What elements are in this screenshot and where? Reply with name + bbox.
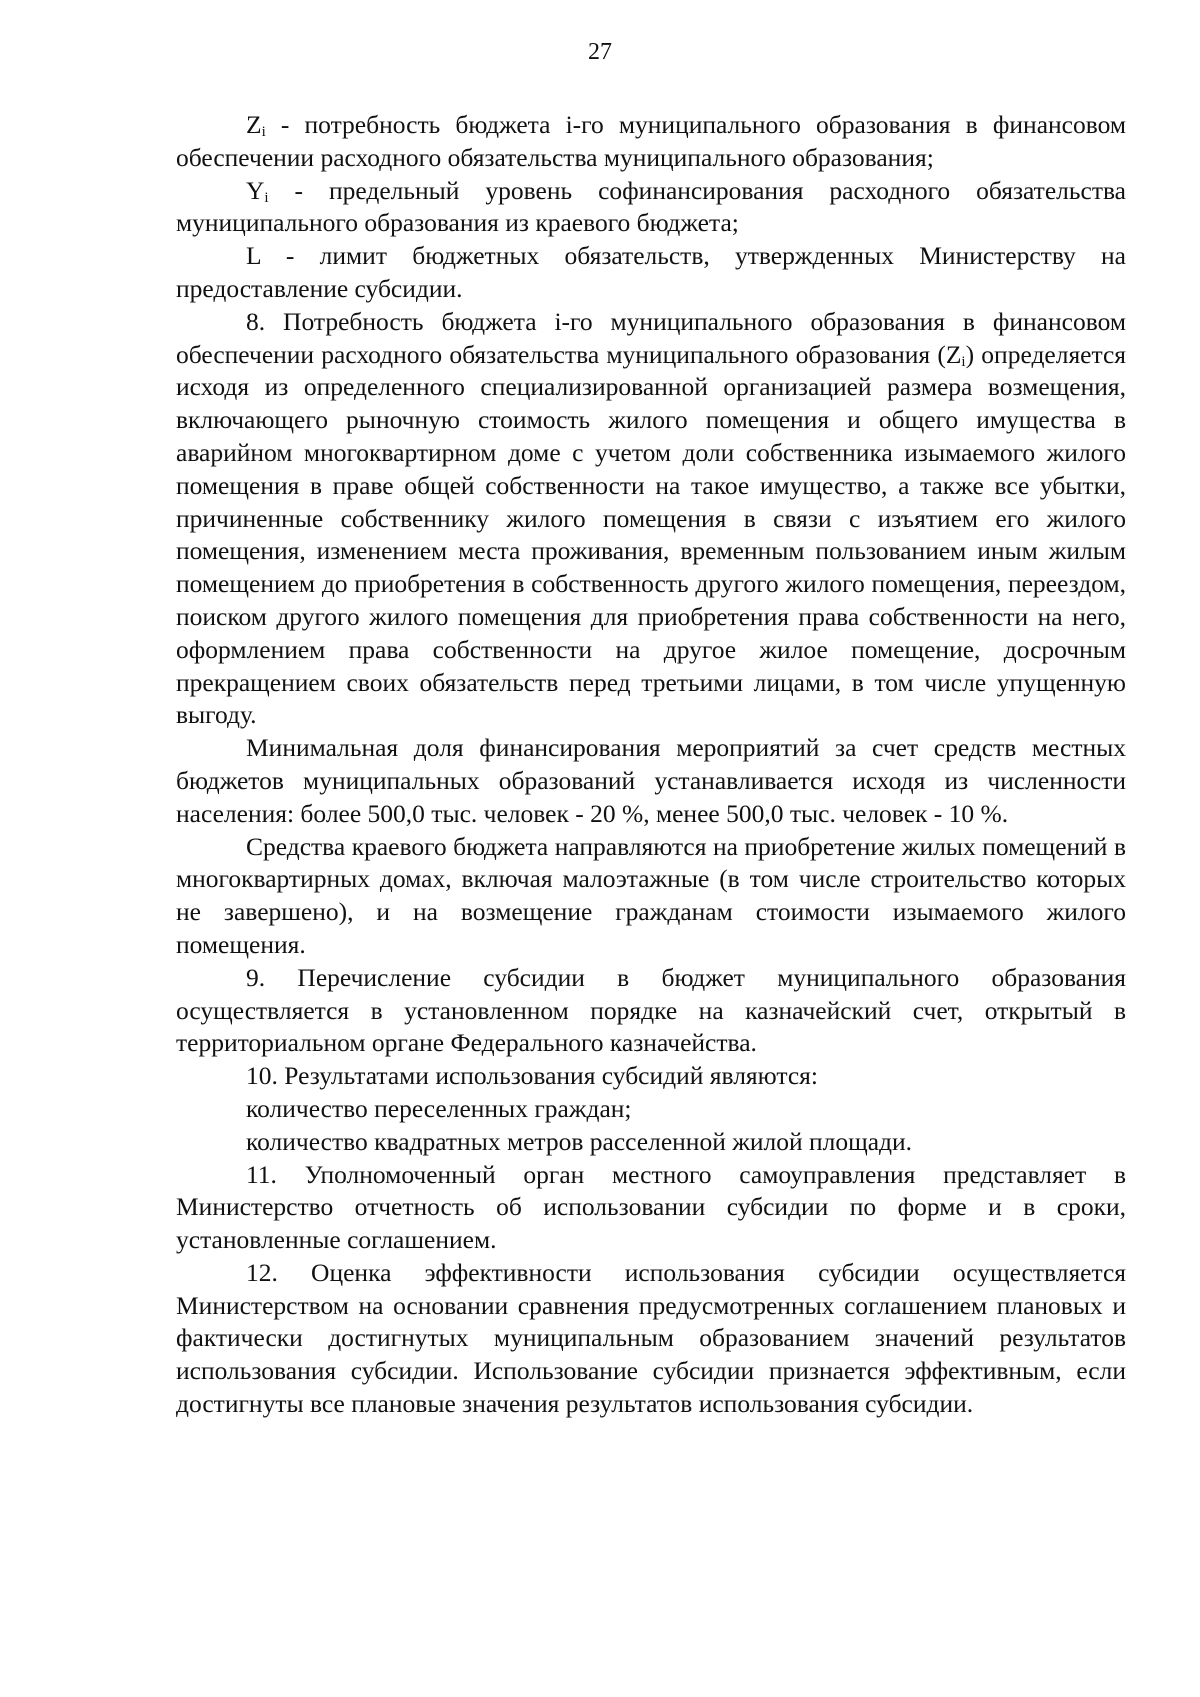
paragraph-8-end: ) определяется исходя из определенного специализированной организацией размера возмещения, включающего рыночную стоимость жилого помещения и общего имущества в аварийном многоквартирном доме с учетом доли собственника изымаемого жилого помещения в праве общей собственности на такое имущество, а также все убытки, причиненные собственнику жилого помещения в связи с изъятием его жилого помещения, изменением места проживания, временным пользованием иным жилым помещением до приобретения в собственность другого жилого помещения, переездом, поиском другого жилого помещения для приобретения права собственности на него, оформлением права собственности на другое жилое помещение, досрочным прекращением своих обязательств перед третьими лицами, в том числе упущенную выгоду.: [176, 339, 1127, 730]
paragraph-8-start: 8. Потребность бюджета i-го муниципального образования в финансовом обеспечении расходного обязательства муниципального образования (Z: [176, 306, 1126, 369]
paragraph-8: [176, 306, 1126, 732]
paragraph-budget-funds: Средства краевого бюджета направляются на приобретение жилых помещений в многоквартирных домах, включая малоэтажные (в том числе строительство которых не завершено), и на возмещение гражданам стоимости изымаемого жилого помещения.: [176, 831, 1126, 959]
result-item-citizens: количество переселенных граждан;: [246, 1093, 632, 1123]
paragraph-10: 10. Результатами использования субсидий являются:: [246, 1061, 818, 1091]
symbol-y: Y: [246, 175, 265, 205]
definition-y-text: - предельный уровень софинансирования расходного обязательства муниципального образования из краевого бюджета;: [176, 175, 1126, 238]
paragraph-min-share: Минимальная доля финансирования мероприятий за счет средств местных бюджетов муниципальных образований устанавливается исходя из численности населения: более 500,0 тыс. человек - 20 %, менее 500,0 тыс. человек - 10 %.: [176, 733, 1126, 828]
paragraph-11: 11. Уполномоченный орган местного самоуправления представляет в Министерство отчетность об использовании субсидии по форме и в сроки, установленные соглашением.: [176, 1159, 1126, 1255]
subscript-i: i: [261, 124, 266, 140]
definition-z: [176, 109, 1126, 175]
result-item-square-meters: количество квадратных метров расселенной жилой площади.: [246, 1126, 913, 1156]
definition-y: [176, 175, 1126, 241]
symbol-z: Z: [246, 110, 262, 139]
document-body: [176, 109, 1126, 1421]
paragraph-12: 12. Оценка эффективности использования субсидии осуществляется Министерством на основании сравнения предусмотренных соглашением плановых и фактически достигнутых муниципальным образованием значений результатов использования субсидии. Использование субсидии признается эффективным, если достигнуты все плановые значения результатов использования субсидии.: [176, 1257, 1126, 1419]
page-number: 27: [588, 39, 612, 65]
subscript-i: i: [961, 353, 966, 370]
definition-l: [176, 240, 1126, 306]
subscript-i: i: [264, 189, 269, 206]
definition-l-text: - лимит бюджетных обязательств, утвержденных Министерству на предоставление субсидии.: [176, 241, 1126, 303]
paragraph-9: 9. Перечисление субсидии в бюджет муниципального образования осуществляется в установленном порядке на казначейский счет, открытый в территориальном органе Федерального казначейства.: [176, 962, 1126, 1058]
definition-z-text: - потребность бюджета i-го муниципального образования в финансовом обеспечении расходного обязательства муниципального образования;: [176, 110, 1126, 172]
symbol-l: L: [246, 241, 261, 271]
